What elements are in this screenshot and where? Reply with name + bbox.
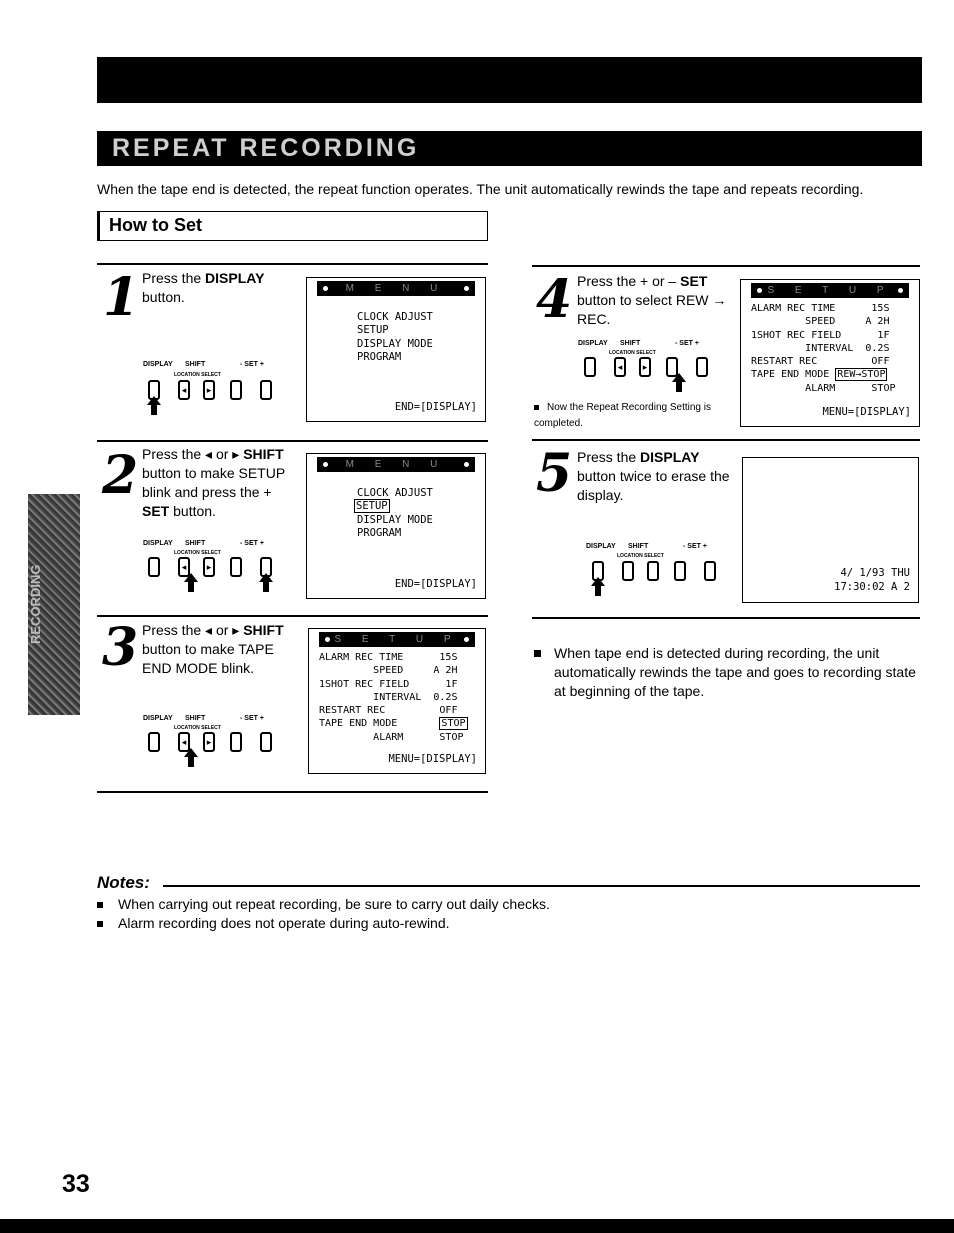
how-to-set-box (97, 211, 488, 241)
screen-header: M E N U (317, 281, 475, 296)
screen-footer: END=[DISPLAY] (394, 578, 477, 590)
shift-right-button[interactable] (203, 380, 215, 400)
set-key-label: - SET + (240, 540, 264, 547)
step-number: 2 (102, 445, 139, 506)
screen-header: S E T U P (751, 283, 909, 298)
bottom-bar (0, 1219, 954, 1233)
right-arrow-icon: ▸ (206, 562, 212, 572)
display-key-label: DISPLAY (143, 715, 173, 722)
notes-heading: Notes: (97, 873, 150, 892)
location-select-label: LOCATION SELECT (174, 550, 221, 556)
set-plus-button[interactable] (704, 561, 716, 581)
location-select-label: LOCATION SELECT (609, 350, 656, 356)
final-screen (742, 457, 919, 603)
step-number: 4 (536, 269, 573, 330)
set-minus-button[interactable] (230, 732, 242, 752)
press-arrow-stem (188, 582, 194, 592)
location-select-label: LOCATION SELECT (174, 725, 221, 731)
press-arrow-stem (188, 757, 194, 767)
shift-right-button[interactable] (203, 557, 215, 577)
shift-right-button[interactable] (203, 732, 215, 752)
button-panel (148, 732, 288, 776)
shift-left-button[interactable] (614, 357, 626, 377)
button-panel (148, 380, 288, 420)
screen-footer: MENU=[DISPLAY] (822, 406, 911, 418)
press-arrow-stem (263, 582, 269, 592)
set-key-label: - SET + (240, 715, 264, 722)
left-arrow-icon: ◂ (617, 362, 623, 372)
shift-key-label: SHIFT (185, 715, 206, 722)
step-divider (97, 791, 488, 793)
menu-list: CLOCK ADJUST SETUP DISPLAY MODE PROGRAM (357, 311, 433, 364)
set-minus-button[interactable] (230, 557, 242, 577)
step-instruction: Press the + or – SET button to select REW → REC. (577, 273, 727, 327)
menu-list: CLOCK ADJUST SETUP DISPLAY MODE PROGRAM (356, 487, 433, 540)
step4-note: Now the Repeat Recording Setting is completed. (534, 402, 711, 429)
step-divider (532, 265, 920, 267)
set-plus-button[interactable] (696, 357, 708, 377)
location-select-label: LOCATION SELECT (617, 553, 664, 559)
press-arrow-stem (676, 382, 682, 392)
auto-rewind-note: When tape end is detected during recording, the unit automatically rewinds the tape and goes to recording state at beginning of the tape. (532, 644, 920, 701)
setup-highlight: SETUP (356, 500, 388, 513)
set-plus-button[interactable] (260, 380, 272, 400)
how-to-set-heading: How to Set (109, 215, 202, 235)
top-header-bar (97, 57, 922, 103)
menu-screen-1 (306, 277, 486, 422)
display-button[interactable] (148, 732, 160, 752)
step-instruction: Press the ◂ or ▸ SHIFT button to make TAPE END MODE blink. (142, 622, 284, 676)
shift-left-button[interactable] (622, 561, 634, 581)
button-panel (584, 357, 724, 401)
press-arrow-icon (259, 573, 273, 582)
press-arrow-icon (147, 396, 161, 405)
set-plus-button[interactable] (260, 732, 272, 752)
date-time-display: 4/ 1/93 THU 17:30:02 A 2 (834, 567, 910, 593)
button-panel (592, 561, 732, 605)
set-key-label: - SET + (683, 543, 707, 550)
setup-screen-3 (308, 628, 486, 774)
set-key-label: - SET + (675, 340, 699, 347)
setup-list: ALARM REC TIME 15S SPEED A 2H 1SHOT REC FIELD 1F INTERVAL 0.2S RESTART REC OFF TAPE END MODE REW→STOP ALARM STOP (751, 303, 896, 394)
display-button[interactable] (148, 557, 160, 577)
location-select-label: LOCATION SELECT (174, 372, 221, 378)
display-button[interactable] (584, 357, 596, 377)
step-number: 1 (103, 267, 140, 328)
side-tab-label: RECORDING (28, 564, 43, 645)
button-panel (148, 557, 288, 601)
shift-key-label: SHIFT (620, 340, 641, 347)
press-arrow-icon (591, 577, 605, 586)
shift-key-label: SHIFT (185, 540, 206, 547)
set-minus-button[interactable] (230, 380, 242, 400)
right-arrow-icon: ▸ (206, 385, 212, 395)
shift-right-button[interactable] (639, 357, 651, 377)
screen-header: S E T U P (319, 632, 475, 647)
step-instruction: Press the DISPLAY button twice to erase the display. (577, 449, 730, 503)
shift-key-label: SHIFT (185, 361, 206, 368)
tape-end-highlight: STOP (441, 718, 466, 730)
list-item: When carrying out repeat recording, be sure to carry out daily checks. (97, 895, 917, 914)
display-key-label: DISPLAY (586, 543, 616, 550)
step-divider (97, 263, 488, 265)
screen-footer: MENU=[DISPLAY] (388, 753, 477, 765)
press-arrow-stem (151, 405, 157, 415)
left-arrow-icon: ◂ (181, 737, 187, 747)
page-number: 33 (62, 1170, 90, 1198)
notes-rule (163, 885, 920, 887)
left-arrow-icon: ◂ (181, 562, 187, 572)
press-arrow-icon (672, 373, 686, 382)
step-instruction: Press the ◂ or ▸ SHIFT button to make SETUP blink and press the + SET button. (142, 446, 285, 519)
screen-header: M E N U (317, 457, 475, 472)
page-title: REPEAT RECORDING (112, 134, 420, 162)
screen-footer: END=[DISPLAY] (394, 401, 477, 413)
setup-screen-4 (740, 279, 920, 427)
press-arrow-icon (184, 573, 198, 582)
notes-list (97, 895, 917, 933)
set-key-label: - SET + (240, 361, 264, 368)
shift-right-button[interactable] (647, 561, 659, 581)
list-item: Alarm recording does not operate during auto-rewind. (97, 914, 917, 933)
setup-list: ALARM REC TIME 15S SPEED A 2H 1SHOT REC FIELD 1F INTERVAL 0.2S RESTART REC OFF TAPE END MODE STOP ALARM STOP (319, 652, 466, 743)
press-arrow-stem (595, 586, 601, 596)
intro-text: When the tape end is detected, the repeat function operates. The unit automatically rewinds the tape and repeats recording. (97, 181, 864, 197)
right-arrow-icon: ▸ (206, 737, 212, 747)
step-divider (97, 440, 488, 442)
set-minus-button[interactable] (674, 561, 686, 581)
step-number: 5 (536, 443, 573, 504)
step-divider (532, 617, 920, 619)
tape-end-highlight: REW→STOP (837, 369, 886, 381)
shift-left-button[interactable] (178, 380, 190, 400)
left-arrow-icon: ◂ (181, 385, 187, 395)
step-number: 3 (102, 617, 139, 678)
step-divider (97, 615, 488, 617)
press-arrow-icon (184, 748, 198, 757)
display-key-label: DISPLAY (143, 540, 173, 547)
display-key-label: DISPLAY (143, 361, 173, 368)
step-divider (532, 439, 920, 441)
menu-screen-2 (306, 453, 486, 599)
display-key-label: DISPLAY (578, 340, 608, 347)
step-instruction: Press the DISPLAY button. (142, 270, 265, 305)
shift-key-label: SHIFT (628, 543, 649, 550)
right-arrow-icon: ▸ (642, 362, 648, 372)
